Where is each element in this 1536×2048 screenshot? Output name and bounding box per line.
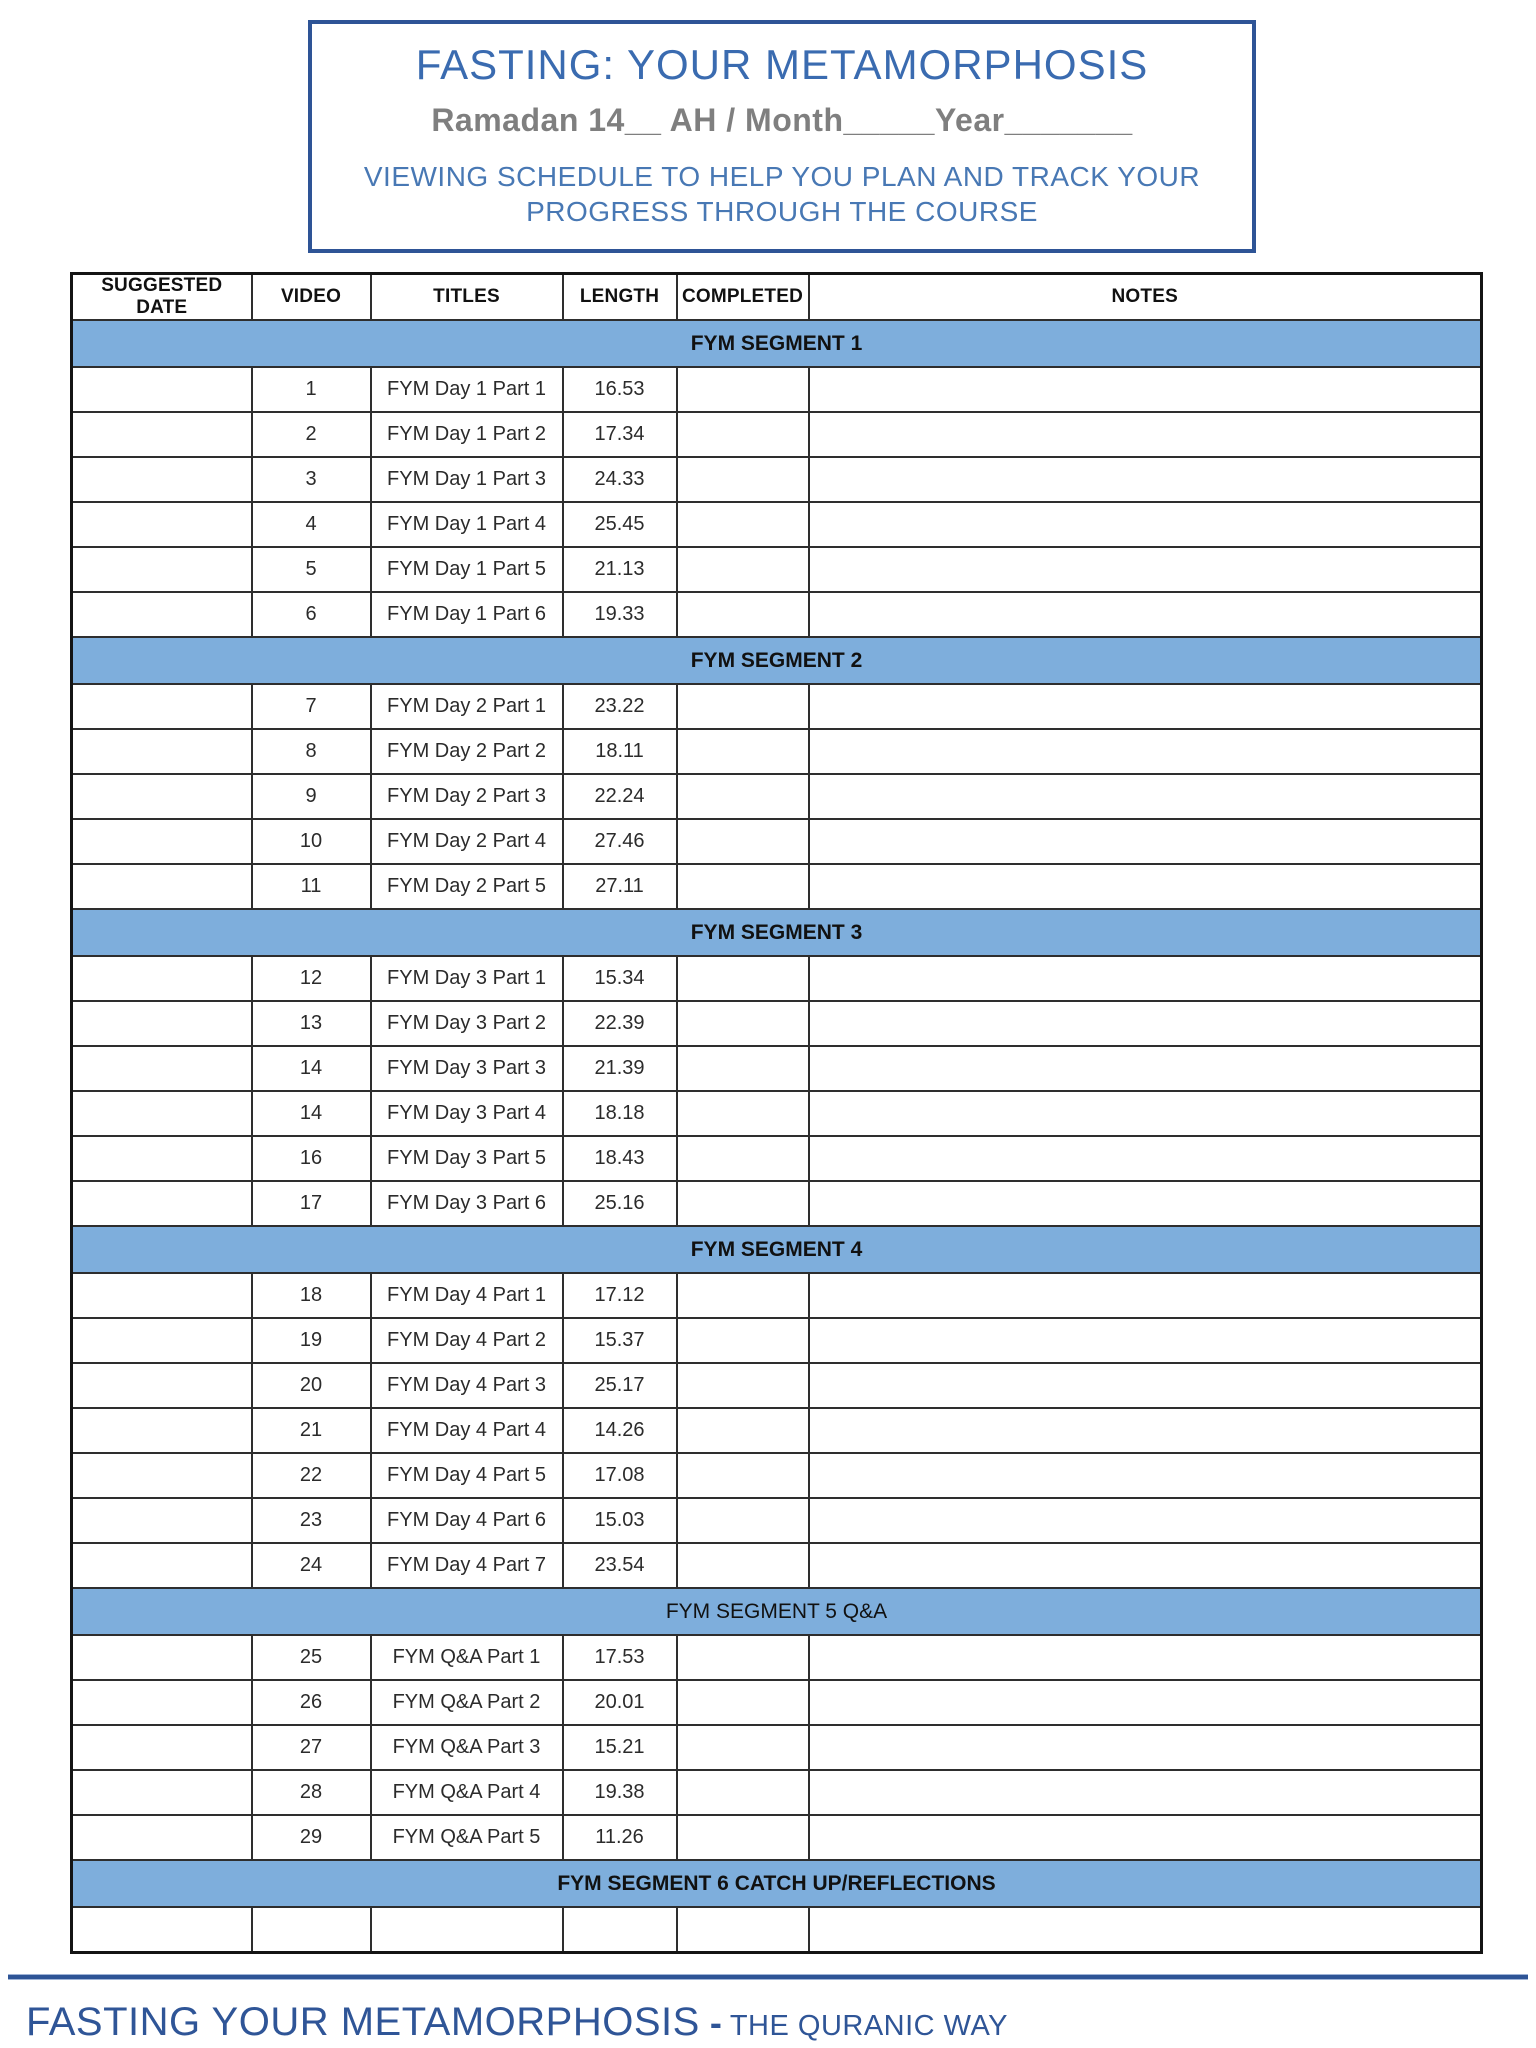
completed-cell [677, 1543, 809, 1588]
completed-cell [677, 819, 809, 864]
header-box [308, 20, 1256, 253]
notes-cell [809, 1907, 1482, 1952]
video-length: 17.53 [563, 1635, 677, 1680]
column-header-video: VIDEO [252, 274, 371, 321]
schedule-row [72, 1181, 1482, 1226]
video-length: 25.45 [563, 502, 677, 547]
video-length: 23.54 [563, 1543, 677, 1588]
suggested-date-cell [72, 1363, 252, 1408]
notes-cell [809, 547, 1482, 592]
video-length: 25.16 [563, 1181, 677, 1226]
completed-cell [677, 1001, 809, 1046]
video-number: 16 [252, 1136, 371, 1181]
table-header-row [72, 274, 1482, 321]
video-number: 27 [252, 1725, 371, 1770]
video-length: 21.39 [563, 1046, 677, 1091]
page-title: FASTING: YOUR METAMORPHOSIS [415, 41, 1149, 88]
video-length: 25.17 [563, 1363, 677, 1408]
schedule-row [72, 1318, 1482, 1363]
completed-cell [677, 1498, 809, 1543]
video-title: FYM Day 3 Part 3 [371, 1046, 563, 1091]
completed-cell [677, 502, 809, 547]
video-length: 20.01 [563, 1680, 677, 1725]
video-number: 3 [252, 457, 371, 502]
video-length: 18.43 [563, 1136, 677, 1181]
video-number: 12 [252, 956, 371, 1001]
suggested-date-cell [72, 1136, 252, 1181]
suggested-date-cell [72, 1770, 252, 1815]
video-length: 22.24 [563, 774, 677, 819]
schedule-row [72, 684, 1482, 729]
video-number: 18 [252, 1273, 371, 1318]
video-title: FYM Day 1 Part 2 [371, 412, 563, 457]
video-number: 13 [252, 1001, 371, 1046]
video-length: 24.33 [563, 457, 677, 502]
video-title: FYM Day 4 Part 4 [371, 1408, 563, 1453]
video-length: 15.21 [563, 1725, 677, 1770]
suggested-date-cell [72, 684, 252, 729]
notes-cell [809, 1318, 1482, 1363]
footer-tagline: THE QURANIC WAY [729, 2010, 1008, 2042]
video-length [563, 1907, 677, 1952]
video-number: 21 [252, 1408, 371, 1453]
schedule-row [72, 1001, 1482, 1046]
completed-cell [677, 1770, 809, 1815]
video-title: FYM Day 2 Part 2 [371, 729, 563, 774]
notes-cell [809, 1770, 1482, 1815]
video-title [371, 1907, 563, 1952]
suggested-date-cell [72, 819, 252, 864]
schedule-row [72, 956, 1482, 1001]
segment-header-row [72, 1860, 1482, 1907]
suggested-date-cell [72, 1635, 252, 1680]
notes-cell [809, 1543, 1482, 1588]
schedule-row [72, 502, 1482, 547]
video-number [252, 1907, 371, 1952]
schedule-row [72, 774, 1482, 819]
video-number: 24 [252, 1543, 371, 1588]
notes-cell [809, 1363, 1482, 1408]
video-title: FYM Day 3 Part 4 [371, 1091, 563, 1136]
schedule-row [72, 1453, 1482, 1498]
video-number: 26 [252, 1680, 371, 1725]
video-title: FYM Day 3 Part 1 [371, 956, 563, 1001]
video-number: 17 [252, 1181, 371, 1226]
video-length: 22.39 [563, 1001, 677, 1046]
notes-cell [809, 864, 1482, 909]
schedule-row [72, 367, 1482, 412]
table-body [72, 320, 1482, 1952]
video-length: 15.03 [563, 1498, 677, 1543]
video-number: 8 [252, 729, 371, 774]
video-number: 7 [252, 684, 371, 729]
video-title: FYM Day 3 Part 2 [371, 1001, 563, 1046]
notes-cell [809, 592, 1482, 637]
notes-cell [809, 412, 1482, 457]
segment-label: FYM SEGMENT 1 [72, 320, 1482, 367]
completed-cell [677, 1907, 809, 1952]
completed-cell [677, 457, 809, 502]
footer-separator: - [709, 2002, 722, 2043]
schedule-row [72, 1815, 1482, 1860]
completed-cell [677, 1046, 809, 1091]
notes-cell [809, 1498, 1482, 1543]
suggested-date-cell [72, 1680, 252, 1725]
notes-cell [809, 1635, 1482, 1680]
video-title: FYM Day 3 Part 5 [371, 1136, 563, 1181]
suggested-date-cell [72, 502, 252, 547]
schedule-row [72, 1363, 1482, 1408]
notes-cell [809, 1181, 1482, 1226]
suggested-date-cell [72, 367, 252, 412]
schedule-description [322, 159, 1242, 229]
schedule-row [72, 819, 1482, 864]
ramadan-date-line: Ramadan 14__ AH / Month_____Year_______ [431, 102, 1133, 139]
video-number: 2 [252, 412, 371, 457]
video-title: FYM Day 4 Part 3 [371, 1363, 563, 1408]
suggested-date-cell [72, 1408, 252, 1453]
completed-cell [677, 1815, 809, 1860]
schedule-description-line2: PROGRESS THROUGH THE COURSE [526, 196, 1038, 228]
video-length: 27.46 [563, 819, 677, 864]
schedule-row [72, 1543, 1482, 1588]
segment-header-row [72, 909, 1482, 956]
video-length: 21.13 [563, 547, 677, 592]
schedule-row [72, 1273, 1482, 1318]
completed-cell [677, 774, 809, 819]
schedule-row [72, 1498, 1482, 1543]
video-length: 16.53 [563, 367, 677, 412]
notes-cell [809, 1408, 1482, 1453]
video-length: 17.12 [563, 1273, 677, 1318]
segment-header-row [72, 1226, 1482, 1273]
column-header-completed: COMPLETED [677, 274, 809, 321]
notes-cell [809, 1046, 1482, 1091]
video-number: 14 [252, 1091, 371, 1136]
video-length: 11.26 [563, 1815, 677, 1860]
video-number: 9 [252, 774, 371, 819]
notes-cell [809, 1001, 1482, 1046]
notes-cell [809, 1136, 1482, 1181]
suggested-date-cell [72, 1001, 252, 1046]
segment-label: FYM SEGMENT 3 [72, 909, 1482, 956]
video-number: 23 [252, 1498, 371, 1543]
video-length: 19.33 [563, 592, 677, 637]
notes-cell [809, 729, 1482, 774]
video-length: 18.18 [563, 1091, 677, 1136]
video-number: 1 [252, 367, 371, 412]
segment-header-row [72, 637, 1482, 684]
schedule-row [72, 1907, 1482, 1952]
video-title: FYM Q&A Part 3 [371, 1725, 563, 1770]
video-title: FYM Day 4 Part 6 [371, 1498, 563, 1543]
suggested-date-cell [72, 457, 252, 502]
schedule-description-line1: VIEWING SCHEDULE TO HELP YOU PLAN AND TRACK YOUR [363, 161, 1201, 193]
suggested-date-cell [72, 1907, 252, 1952]
footer-brand: FASTING YOUR METAMORPHOSIS [26, 2000, 700, 2044]
completed-cell [677, 956, 809, 1001]
footer-divider [8, 1974, 1528, 1980]
suggested-date-cell [72, 1725, 252, 1770]
video-number: 19 [252, 1318, 371, 1363]
suggested-date-cell [72, 774, 252, 819]
video-length: 15.34 [563, 956, 677, 1001]
video-title: FYM Day 3 Part 6 [371, 1181, 563, 1226]
completed-cell [677, 684, 809, 729]
schedule-row [72, 864, 1482, 909]
video-number: 5 [252, 547, 371, 592]
schedule-row [72, 1046, 1482, 1091]
completed-cell [677, 1273, 809, 1318]
video-number: 28 [252, 1770, 371, 1815]
video-title: FYM Day 2 Part 4 [371, 819, 563, 864]
video-title: FYM Day 4 Part 7 [371, 1543, 563, 1588]
schedule-row [72, 592, 1482, 637]
video-title: FYM Day 1 Part 1 [371, 367, 563, 412]
schedule-row [72, 547, 1482, 592]
completed-cell [677, 1453, 809, 1498]
video-title: FYM Day 1 Part 5 [371, 547, 563, 592]
video-title: FYM Q&A Part 1 [371, 1635, 563, 1680]
completed-cell [677, 1091, 809, 1136]
suggested-date-cell [72, 1453, 252, 1498]
notes-cell [809, 684, 1482, 729]
video-number: 22 [252, 1453, 371, 1498]
completed-cell [677, 1725, 809, 1770]
segment-label: FYM SEGMENT 2 [72, 637, 1482, 684]
video-length: 17.08 [563, 1453, 677, 1498]
column-header-length: LENGTH [563, 274, 677, 321]
suggested-date-cell [72, 864, 252, 909]
notes-cell [809, 1725, 1482, 1770]
schedule-row [72, 457, 1482, 502]
video-number: 25 [252, 1635, 371, 1680]
suggested-date-cell [72, 1273, 252, 1318]
notes-cell [809, 774, 1482, 819]
completed-cell [677, 1408, 809, 1453]
video-title: FYM Day 4 Part 2 [371, 1318, 563, 1363]
schedule-row [72, 1091, 1482, 1136]
column-header-titles: TITLES [371, 274, 563, 321]
video-number: 29 [252, 1815, 371, 1860]
notes-cell [809, 819, 1482, 864]
suggested-date-cell [72, 547, 252, 592]
video-title: FYM Day 1 Part 4 [371, 502, 563, 547]
video-number: 10 [252, 819, 371, 864]
schedule-row [72, 1136, 1482, 1181]
video-title: FYM Day 4 Part 1 [371, 1273, 563, 1318]
completed-cell [677, 1680, 809, 1725]
schedule-row [72, 729, 1482, 774]
segment-label: FYM SEGMENT 6 CATCH UP/REFLECTIONS [72, 1860, 1482, 1907]
schedule-row [72, 1770, 1482, 1815]
video-length: 19.38 [563, 1770, 677, 1815]
schedule-row [72, 1680, 1482, 1725]
column-header-suggested-date: SUGGESTED DATE [72, 274, 252, 321]
video-length: 23.22 [563, 684, 677, 729]
notes-cell [809, 1091, 1482, 1136]
segment-label: FYM SEGMENT 4 [72, 1226, 1482, 1273]
suggested-date-cell [72, 956, 252, 1001]
video-title: FYM Day 2 Part 3 [371, 774, 563, 819]
notes-cell [809, 956, 1482, 1001]
suggested-date-cell [72, 592, 252, 637]
schedule-row [72, 1635, 1482, 1680]
segment-header-row [72, 1588, 1482, 1635]
completed-cell [677, 367, 809, 412]
completed-cell [677, 547, 809, 592]
suggested-date-cell [72, 1498, 252, 1543]
segment-label: FYM SEGMENT 5 Q&A [72, 1588, 1482, 1635]
column-header-notes: NOTES [809, 274, 1482, 321]
video-number: 20 [252, 1363, 371, 1408]
completed-cell [677, 1363, 809, 1408]
video-number: 6 [252, 592, 371, 637]
video-number: 11 [252, 864, 371, 909]
viewing-schedule-table [70, 272, 1483, 1954]
suggested-date-cell [72, 729, 252, 774]
video-title: FYM Day 1 Part 3 [371, 457, 563, 502]
video-title: FYM Q&A Part 4 [371, 1770, 563, 1815]
video-title: FYM Q&A Part 2 [371, 1680, 563, 1725]
completed-cell [677, 1635, 809, 1680]
notes-cell [809, 1453, 1482, 1498]
notes-cell [809, 1680, 1482, 1725]
completed-cell [677, 1181, 809, 1226]
notes-cell [809, 502, 1482, 547]
suggested-date-cell [72, 1543, 252, 1588]
video-title: FYM Day 4 Part 5 [371, 1453, 563, 1498]
video-length: 27.11 [563, 864, 677, 909]
video-length: 17.34 [563, 412, 677, 457]
segment-header-row [72, 320, 1482, 367]
video-title: FYM Day 1 Part 6 [371, 592, 563, 637]
video-title: FYM Q&A Part 5 [371, 1815, 563, 1860]
completed-cell [677, 1136, 809, 1181]
completed-cell [677, 1318, 809, 1363]
footer [26, 2000, 1008, 2045]
completed-cell [677, 864, 809, 909]
notes-cell [809, 1273, 1482, 1318]
schedule-row [72, 1725, 1482, 1770]
video-length: 18.11 [563, 729, 677, 774]
video-length: 15.37 [563, 1318, 677, 1363]
notes-cell [809, 457, 1482, 502]
suggested-date-cell [72, 1091, 252, 1136]
video-title: FYM Day 2 Part 1 [371, 684, 563, 729]
video-number: 4 [252, 502, 371, 547]
schedule-row [72, 412, 1482, 457]
video-number: 14 [252, 1046, 371, 1091]
video-title: FYM Day 2 Part 5 [371, 864, 563, 909]
completed-cell [677, 592, 809, 637]
notes-cell [809, 367, 1482, 412]
notes-cell [809, 1815, 1482, 1860]
suggested-date-cell [72, 1181, 252, 1226]
completed-cell [677, 412, 809, 457]
completed-cell [677, 729, 809, 774]
schedule-row [72, 1408, 1482, 1453]
suggested-date-cell [72, 1046, 252, 1091]
suggested-date-cell [72, 412, 252, 457]
video-length: 14.26 [563, 1408, 677, 1453]
suggested-date-cell [72, 1318, 252, 1363]
suggested-date-cell [72, 1815, 252, 1860]
